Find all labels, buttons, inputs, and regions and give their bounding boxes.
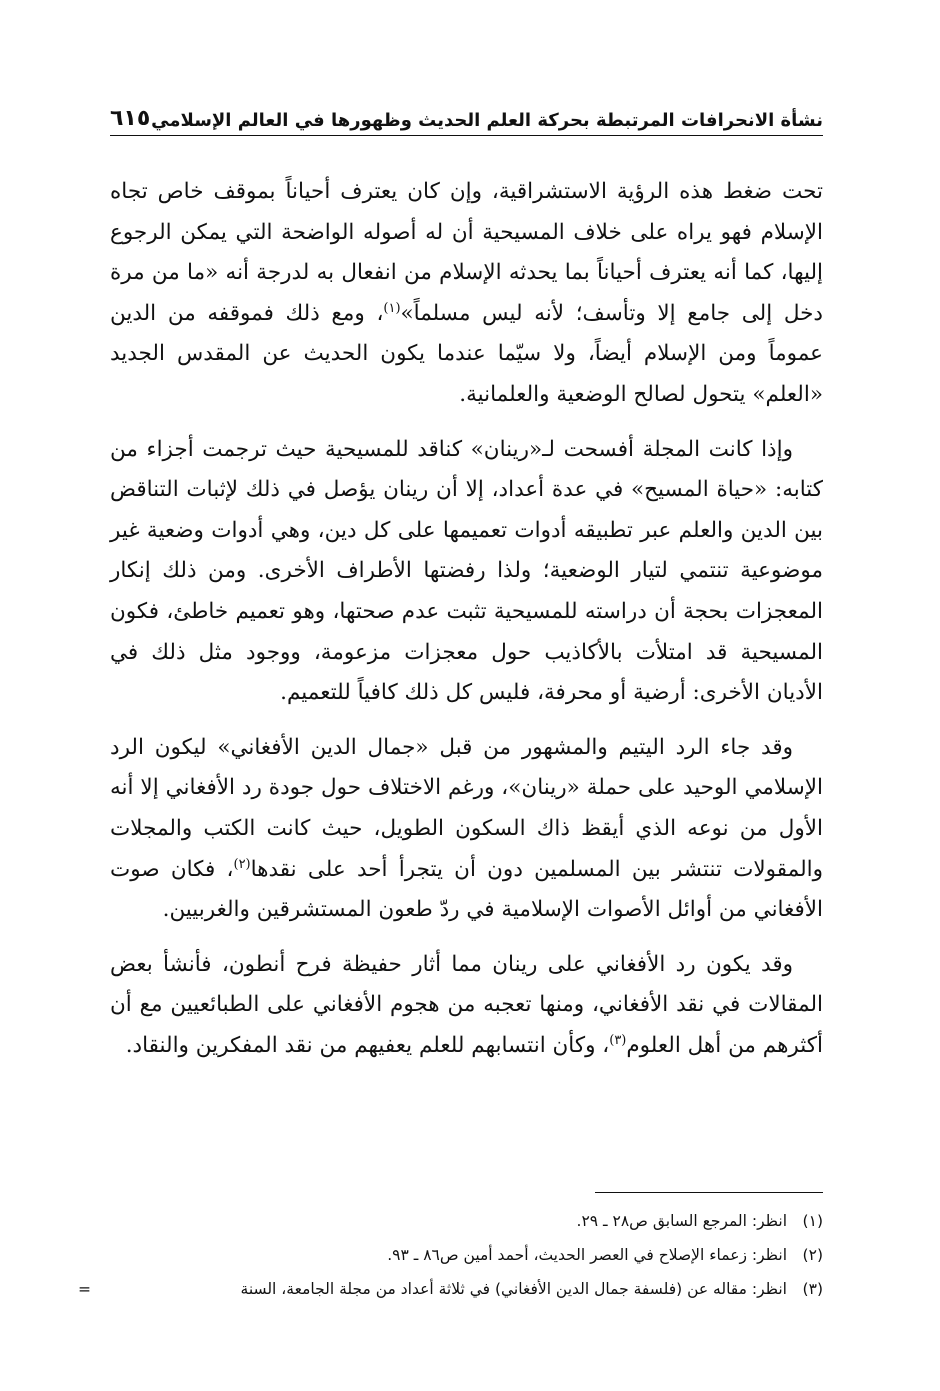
paragraph-4-text-a: وقد يكون رد الأفغاني على رينان مما أثار حفيظة فرح أنطون، فأنشأ بعض المقالات في نقد الأفغاني، ومنها تعجبه من هجوم الأفغاني على الطبائعيين مع أن أكثرهم من أهل العلوم xyxy=(110,951,823,1058)
footnote-text: انظر: المرجع السابق ص٢٨ ـ ٢٩. xyxy=(576,1212,787,1230)
main-text xyxy=(110,172,823,1080)
footnote-2 xyxy=(78,1238,823,1272)
paragraph-1-text-a: تحت ضغط هذه الرؤية الاستشراقية، وإن كان يعترف أحياناً بموقف خاص تجاه الإسلام فهو يراه على خلاف المسيحية أن له أصوله الواضحة التي يمكن الرجوع إليها، كما أنه يعترف أحياناً بما يحدثه الإسلام من انفعال به لدرجة أنه «ما من مرة دخل إلى جامع إلا وتأسف؛ لأنه ليس مسلماً» xyxy=(110,179,823,326)
page-number: ٦١٥ xyxy=(110,106,151,131)
footnote-ref-2[interactable]: (٢) xyxy=(233,856,251,872)
paragraph-3-text-a: وقد جاء الرد اليتيم والمشهور من قبل «جمال الدين الأفغاني» ليكون الرد الإسلامي الوحيد على حملة «رينان»، ورغم الاختلاف حول جودة رد الأفغاني إلا أنه الأول من نوعه الذي أيقظ ذاك السكون الطويل، حيث كانت الكتب والمجلات والمقولات تنتشر بين المسلمين دون أن يتجرأ أحد على نقدها xyxy=(110,734,823,882)
paragraph-3-text-b: ، فكان صوت الأفغاني من أوائل الأصوات الإسلامية في ردّ طعون المستشرقين والغربيين. xyxy=(110,856,823,923)
footnote-text: انظر: زعماء الإصلاح في العصر الحديث، أحمد أمين ص٨٦ ـ ٩٣. xyxy=(387,1246,787,1264)
footnote-1 xyxy=(78,1204,823,1238)
footnote-ref-1[interactable]: (١) xyxy=(383,300,401,316)
paragraph-3 xyxy=(110,728,823,931)
footnote-text: انظر: مقاله عن (فلسفة جمال الدين الأفغاني) في ثلاثة أعداد من مجلة الجامعة، السنة xyxy=(240,1280,787,1298)
paragraph-1 xyxy=(110,172,823,416)
paragraph-4-text-b: ، وكأن انتسابهم للعلم يعفيهم من نقد المفكرين والنقاد. xyxy=(125,1032,610,1058)
paragraph-1-text-b: ، ومع ذلك فموقفه من الدين عموماً ومن الإسلام أيضاً، ولا سيّما عندما يكون الحديث عن المقدس الجديد «العلم» يتحول لصالح الوضعية والعلمانية. xyxy=(110,300,823,407)
footnote-number: (٢) xyxy=(802,1246,823,1264)
paragraph-4 xyxy=(110,945,823,1067)
paragraph-2: وإذا كانت المجلة أفسحت لـ«رينان» كناقد للمسيحية حيث ترجمت أجزاء من كتابه: «حياة المسيح» في عدة أعداد، إلا أن رينان يؤصل في ذلك لإثبات التناقض بين الدين والعلم عبر تطبيقه أدوات تعميمها على كل دين، وهي أدوات وضعية غير موضوعية تنتمي لتيار الوضعية؛ ولذا رفضتها الأطراف الأخرى. ومن ذلك إنكار المعجزات بحجة أن دراسته للمسيحية تثبت عدم صحتها، وهو تعميم خاطئ، فكون المسيحية قد امتلأت بالأكاذيب حول معجزات مزعومة، ووجود مثل ذلك في الأديان الأخرى: أرضية أو محرفة، فليس كل ذلك كافياً للتعميم. xyxy=(110,436,823,706)
footnote-ref-3[interactable]: (٣) xyxy=(609,1032,627,1048)
header-title: نشأة الانحرافات المرتبطة بحركة العلم الحديث وظهورها في العالم الإسلامي xyxy=(151,110,823,131)
footnotes xyxy=(78,1204,823,1306)
footnote-number: (٣) xyxy=(802,1280,823,1298)
footnote-3 xyxy=(78,1272,823,1306)
footnote-separator xyxy=(595,1192,823,1193)
footnote-continuation-mark: = xyxy=(78,1280,91,1298)
footnote-number: (١) xyxy=(802,1212,823,1230)
running-header xyxy=(110,96,823,136)
